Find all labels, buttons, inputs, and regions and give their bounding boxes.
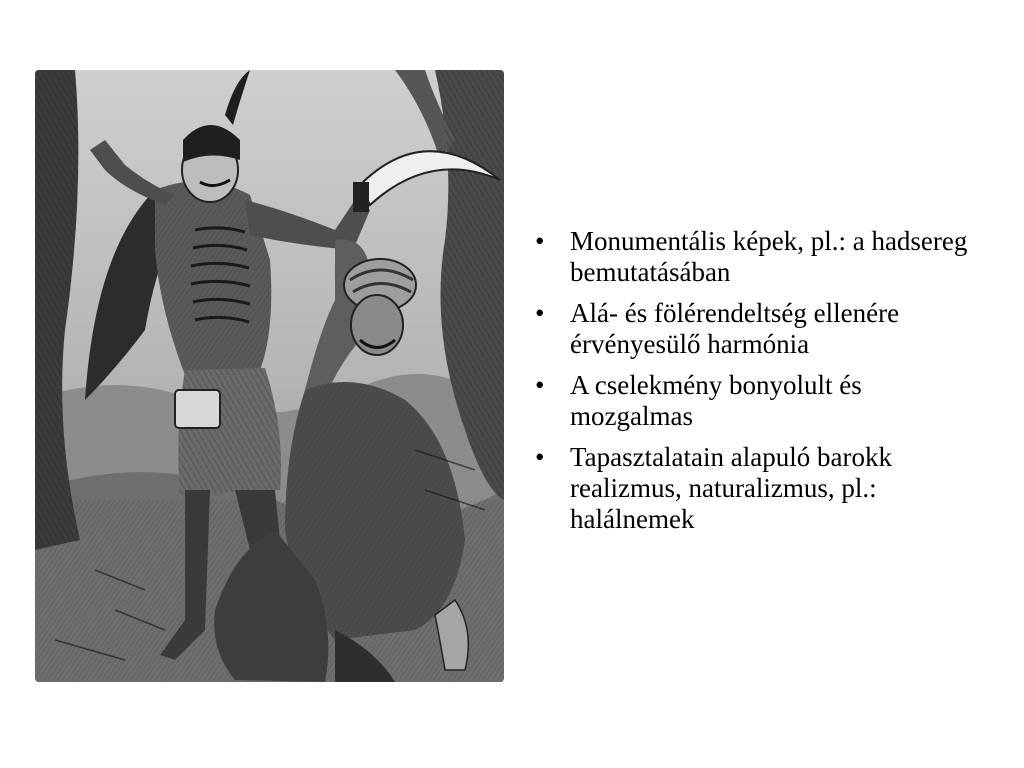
bullet-text: A cselekmény bonyolult és mozgalmas xyxy=(570,370,862,431)
bullet-dot-icon: • xyxy=(535,226,545,256)
bullet-dot-icon: • xyxy=(535,298,545,328)
engraving-icon xyxy=(35,70,504,682)
bullet-list xyxy=(532,226,1002,545)
bullet-item xyxy=(532,226,970,288)
bullet-text: Monumentális képek, pl.: a hadsereg bemutatásában xyxy=(570,226,968,287)
bullet-dot-icon: • xyxy=(535,370,545,400)
bullet-item xyxy=(532,370,970,432)
bullet-item xyxy=(532,298,970,360)
battle-engraving-image xyxy=(35,70,504,682)
bullet-text: Alá- és fölérendeltség ellenére érvényesülő harmónia xyxy=(570,298,900,359)
bullet-item xyxy=(532,442,970,535)
bullet-text: Tapasztalatain alapuló barokk realizmus, naturalizmus, pl.: halálnemek xyxy=(570,442,892,534)
bullet-dot-icon: • xyxy=(535,442,545,472)
